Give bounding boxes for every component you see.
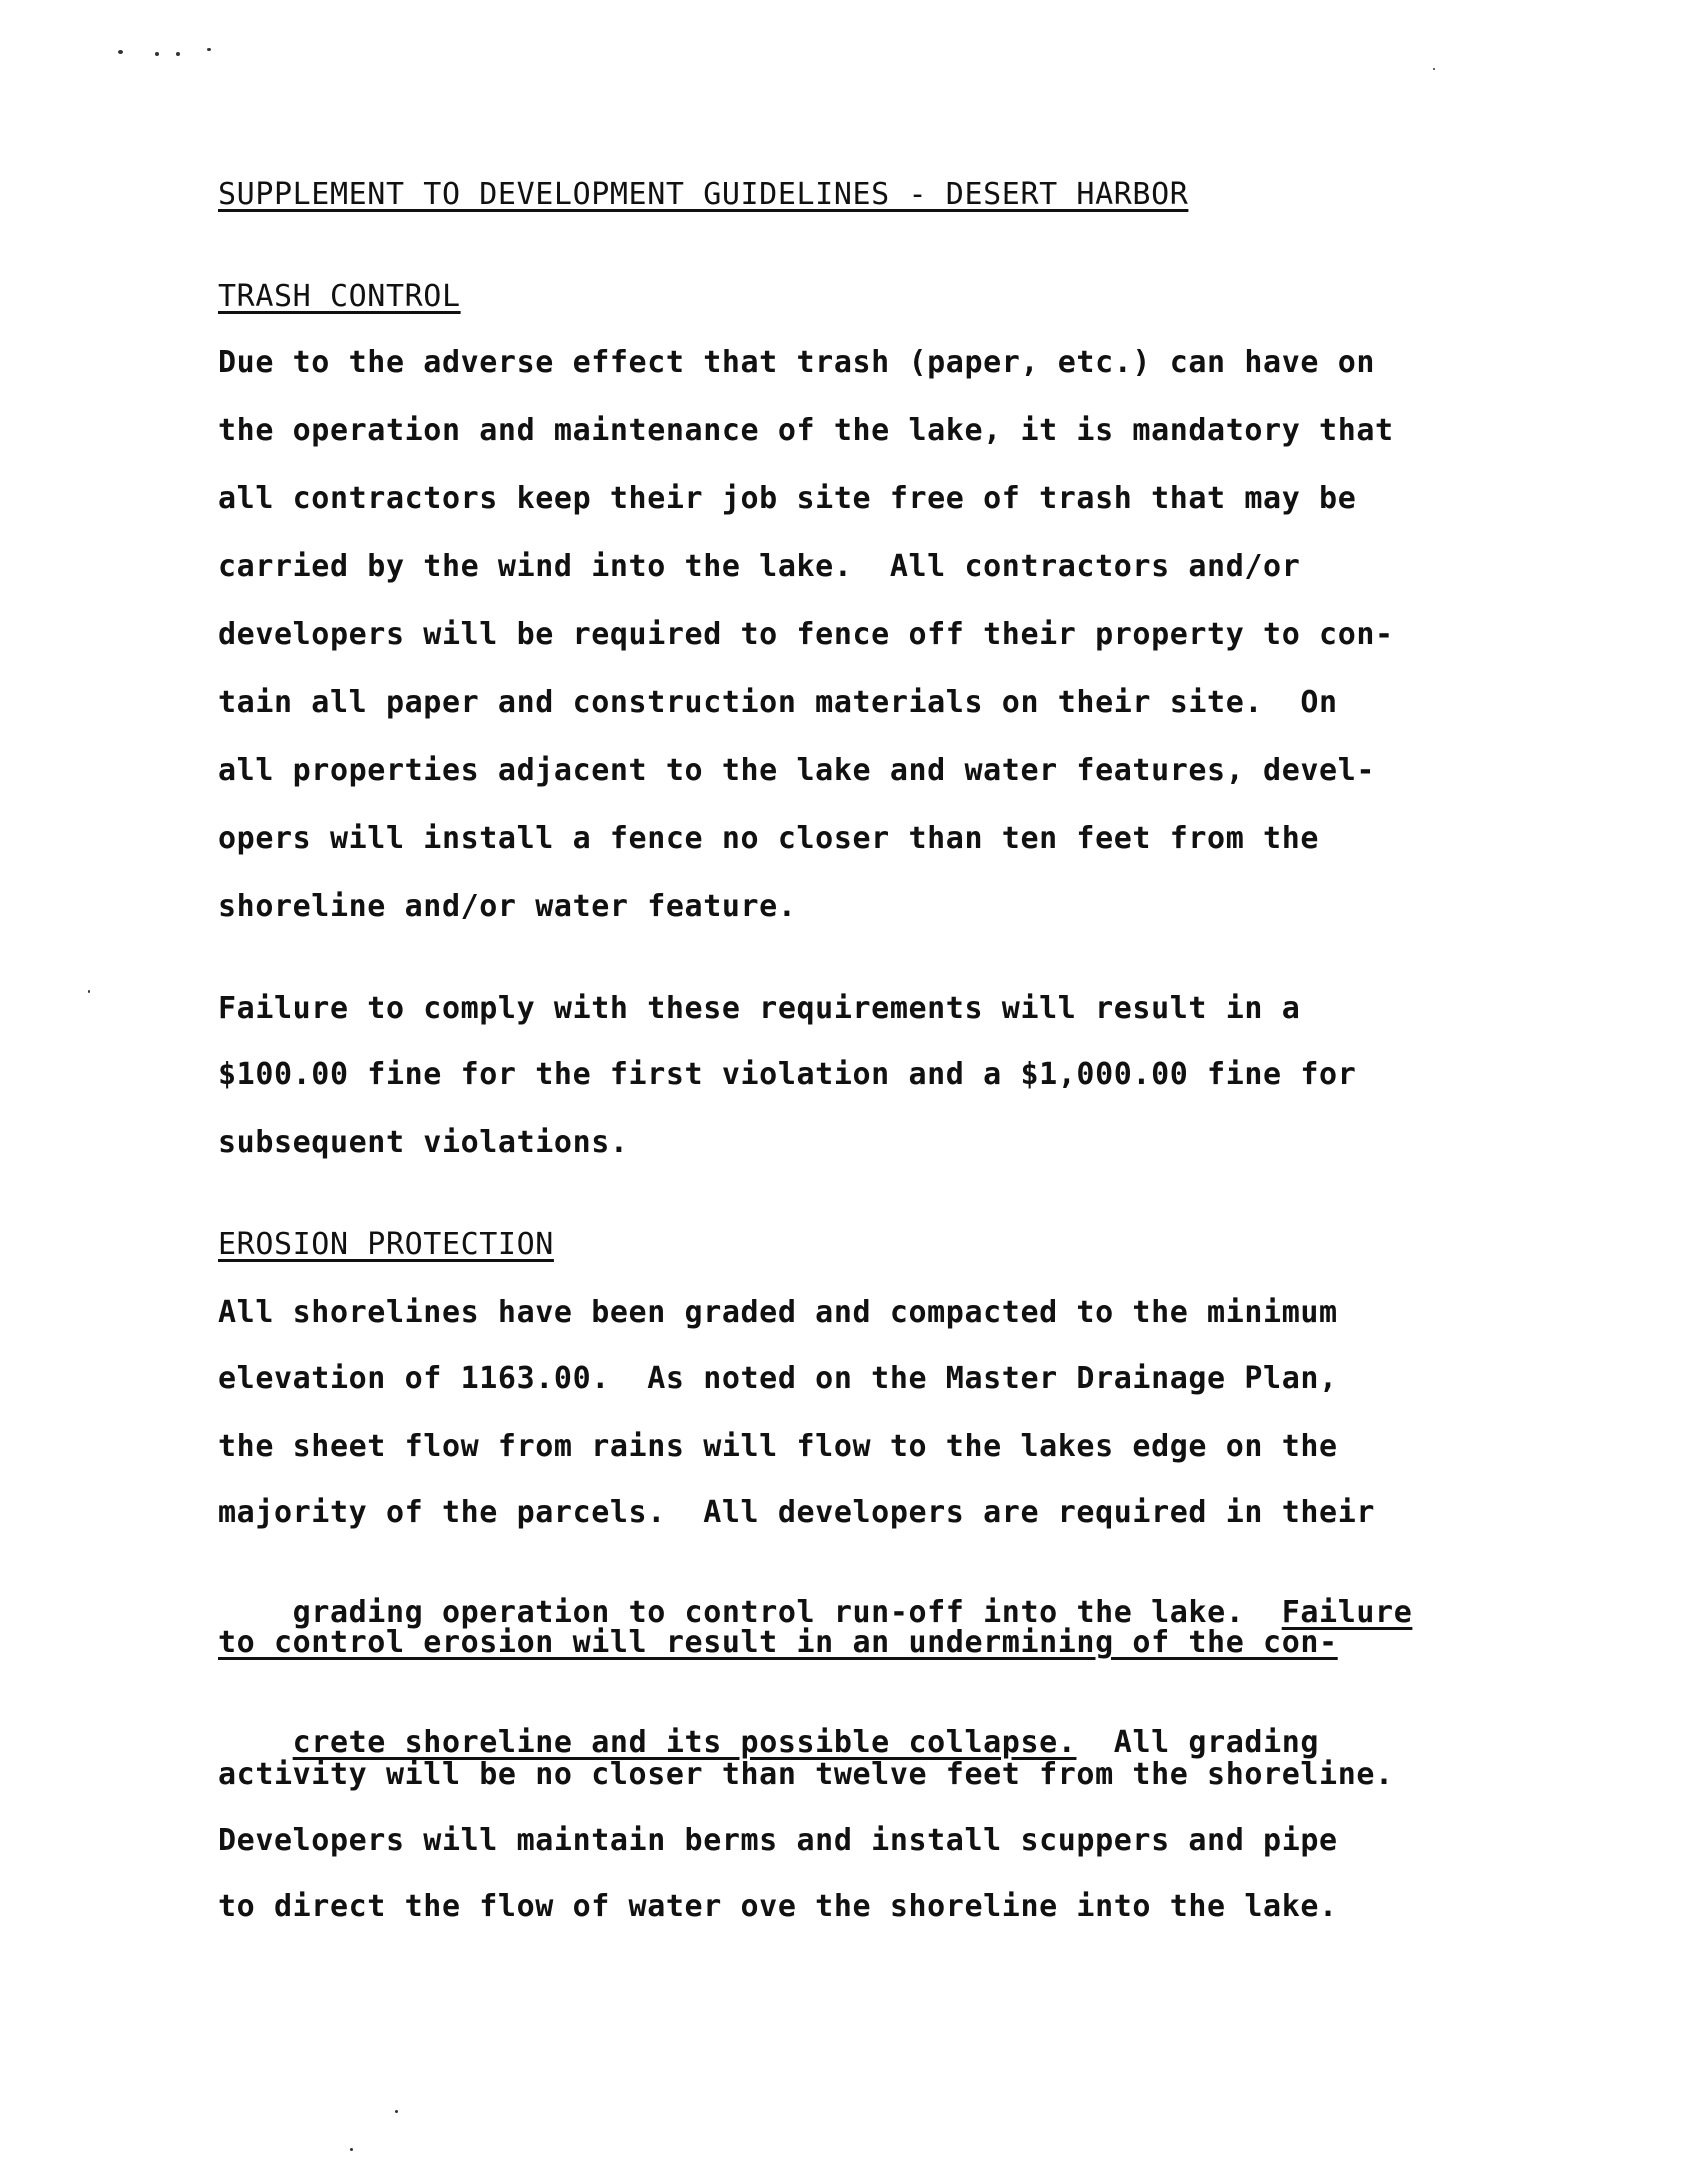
paragraph-line: Due to the adverse effect that trash (paper, etc.) can have on <box>218 345 1376 380</box>
paragraph-line: to direct the flow of water ove the shoreline into the lake. <box>218 1889 1338 1924</box>
paragraph-line: the sheet flow from rains will flow to the lakes edge on the <box>218 1429 1338 1464</box>
paragraph-line: developers will be required to fence off their property to con- <box>218 617 1394 652</box>
paragraph-line: All shorelines have been graded and compacted to the minimum <box>218 1295 1338 1330</box>
paragraph-line: carried by the wind into the lake. All contractors and/or <box>218 549 1301 584</box>
underlined-warning-text: to control erosion will result in an undermining of the con- <box>218 1625 1338 1660</box>
paragraph-line: Developers will maintain berms and install scuppers and pipe <box>218 1823 1338 1858</box>
paragraph-line: $100.00 fine for the first violation and a $1,000.00 fine for <box>218 1057 1357 1092</box>
paragraph-line: all properties adjacent to the lake and water features, devel- <box>218 753 1376 788</box>
paragraph-text: All grading <box>1076 1725 1320 1760</box>
paragraph-line: majority of the parcels. All developers are required in their <box>218 1495 1376 1530</box>
scan-speck <box>350 2148 353 2151</box>
paragraph-line: all contractors keep their job site free of trash that may be <box>218 481 1357 516</box>
scan-speck <box>207 48 211 51</box>
scan-speck <box>1433 68 1435 70</box>
section-heading-erosion-protection: EROSION PROTECTION <box>218 1227 554 1262</box>
paragraph-text: grading operation to control run-off into the lake. <box>292 1595 1282 1630</box>
paragraph-line: subsequent violations. <box>218 1125 629 1160</box>
section-heading-trash-control: TRASH CONTROL <box>218 279 461 314</box>
scan-speck <box>118 50 123 54</box>
scan-speck <box>176 52 180 56</box>
paragraph-line: elevation of 1163.00. As noted on the Master Drainage Plan, <box>218 1361 1338 1396</box>
document-title: SUPPLEMENT TO DEVELOPMENT GUIDELINES - DESERT HARBOR <box>218 177 1189 212</box>
paragraph-line: activity will be no closer than twelve feet from the shoreline. <box>218 1757 1394 1792</box>
paragraph-line: opers will install a fence no closer than ten feet from the <box>218 821 1320 856</box>
scan-speck <box>155 52 159 56</box>
paragraph-line: tain all paper and construction materials on their site. On <box>218 685 1338 720</box>
underlined-warning-text: Failure <box>1281 1595 1413 1630</box>
paragraph-line: the operation and maintenance of the lake, it is mandatory that <box>218 413 1394 448</box>
scan-speck <box>88 990 90 993</box>
paragraph-line: shoreline and/or water feature. <box>218 889 797 924</box>
scan-speck <box>395 2110 398 2113</box>
underlined-warning-text: crete shoreline and its possible collapse. <box>292 1725 1077 1760</box>
paragraph-line: Failure to comply with these requirements will result in a <box>218 991 1301 1026</box>
